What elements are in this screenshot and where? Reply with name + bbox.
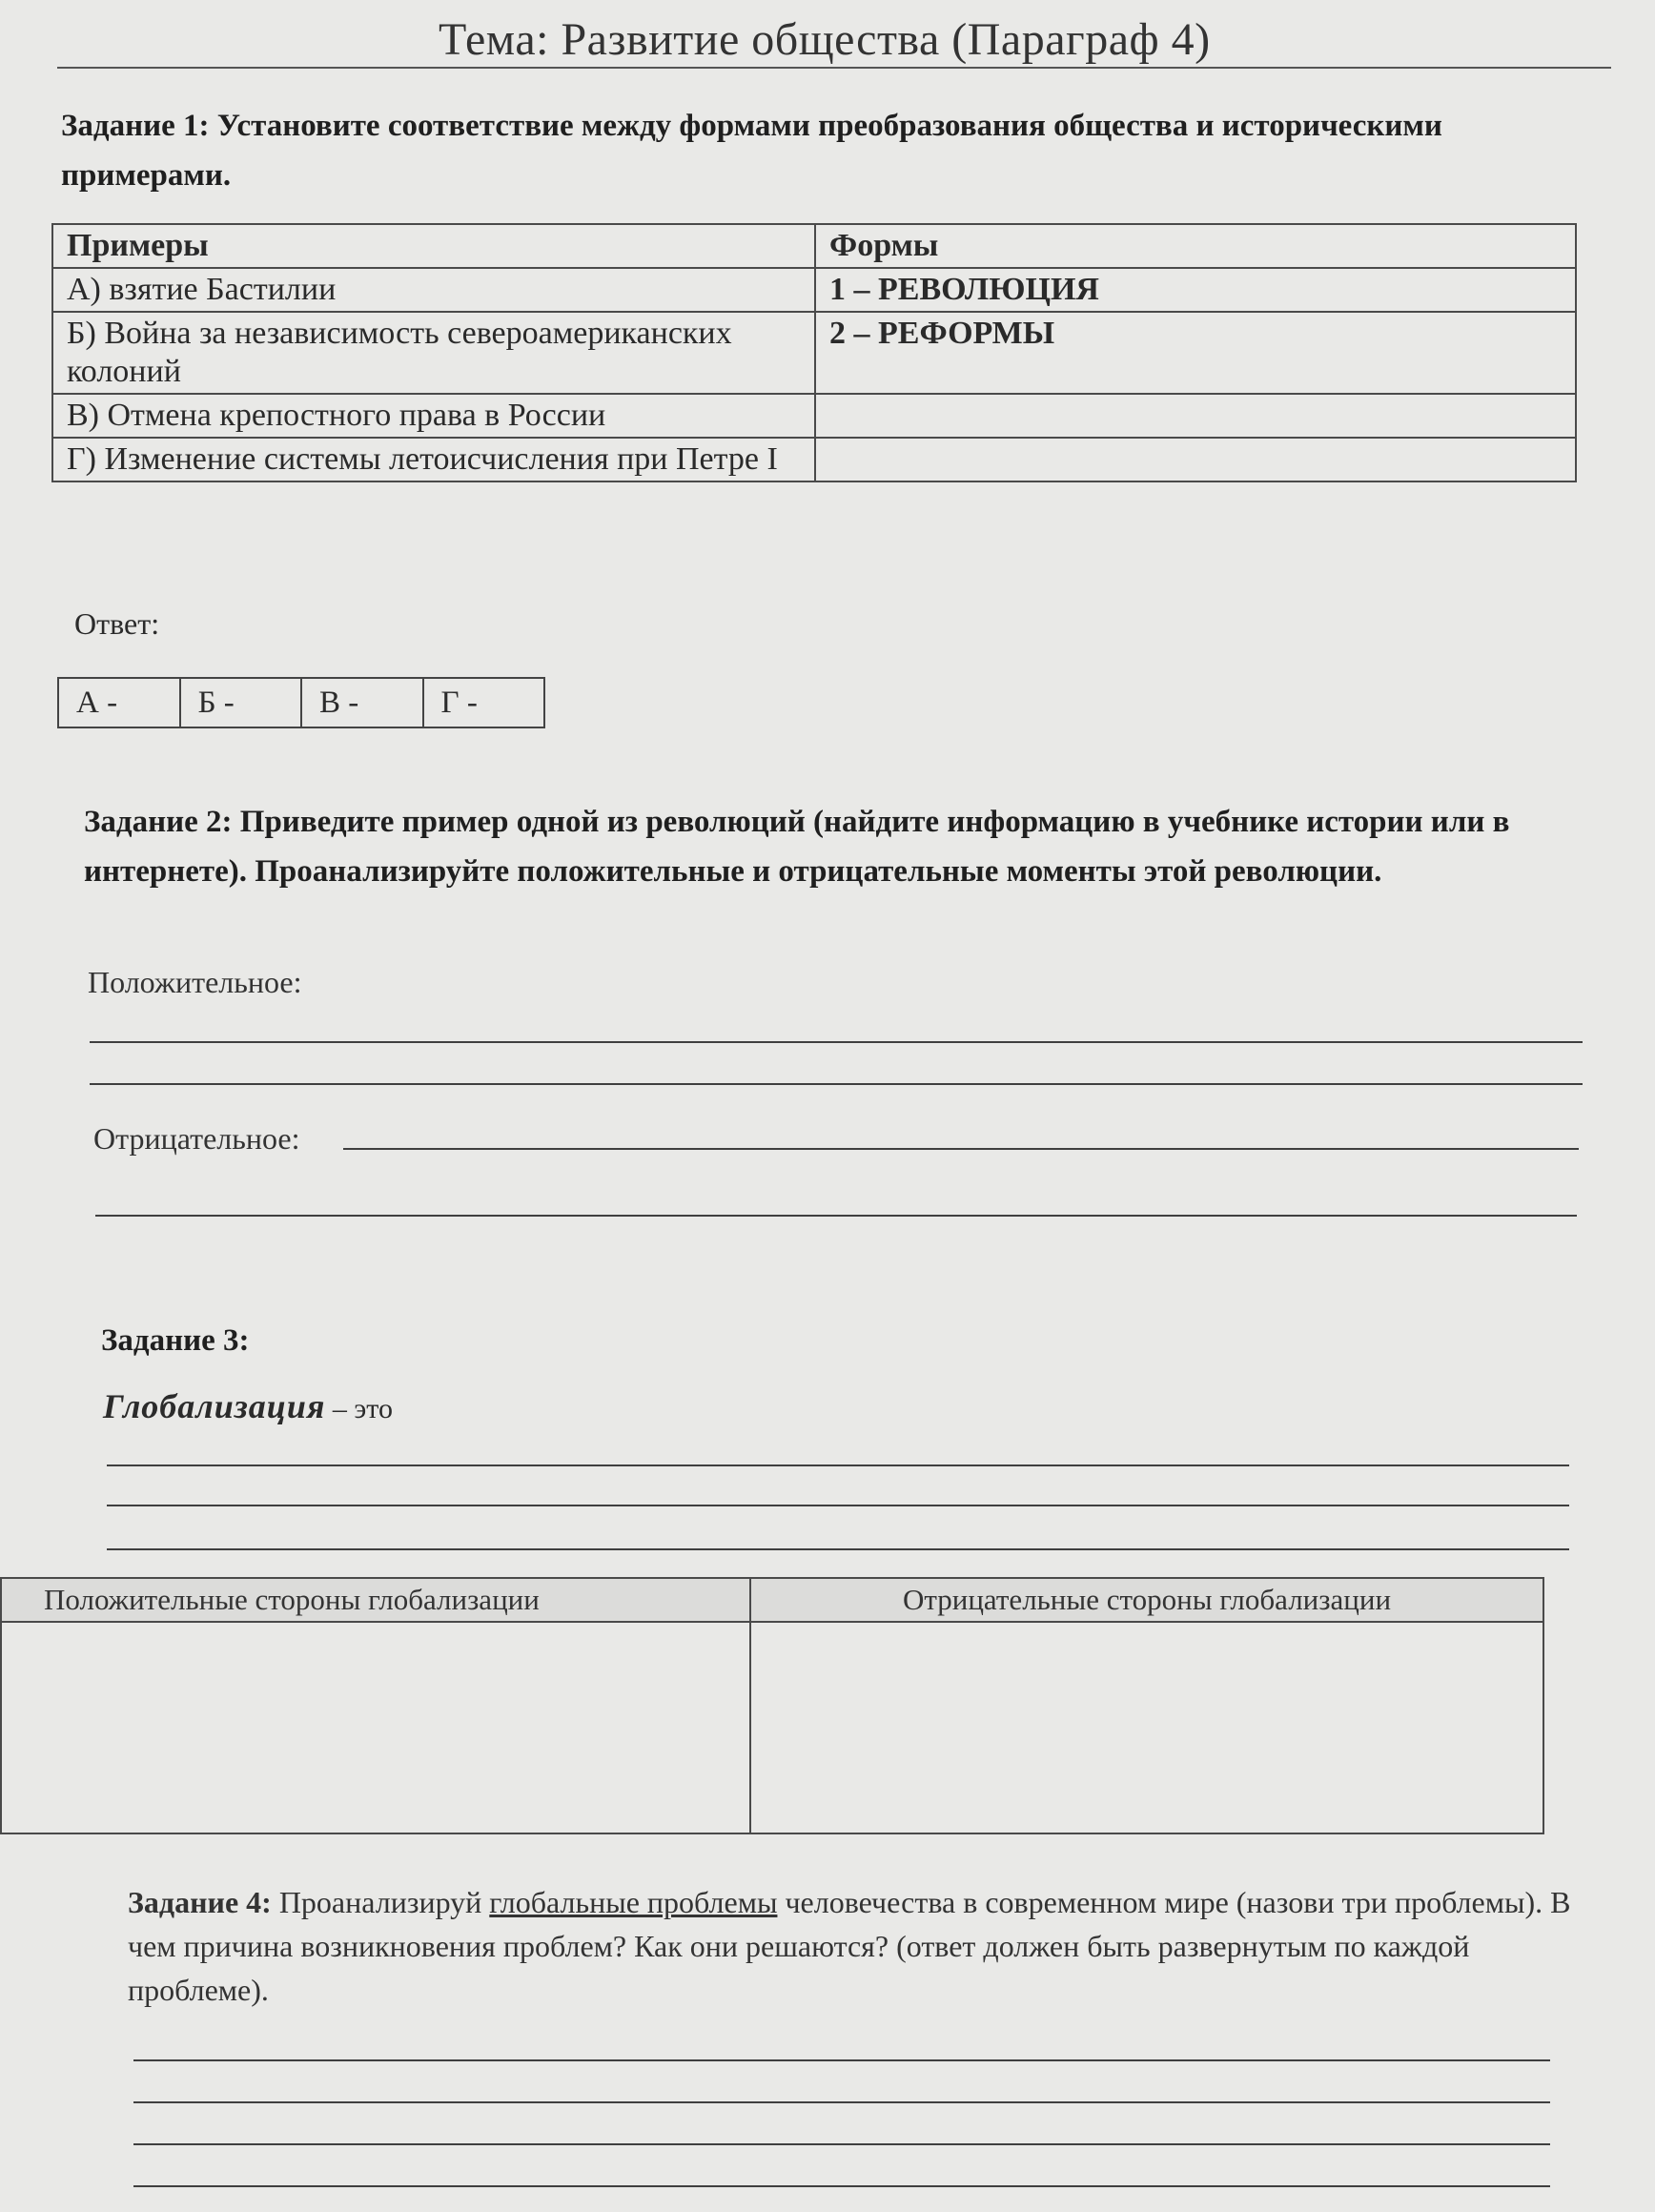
title-divider bbox=[57, 67, 1611, 69]
table-header-row bbox=[52, 224, 1576, 268]
answer-line[interactable] bbox=[107, 1505, 1569, 1506]
form-cell bbox=[815, 438, 1576, 481]
answer-line[interactable] bbox=[133, 2143, 1550, 2145]
answer-cell-v[interactable]: В - bbox=[301, 678, 423, 727]
positive-sides-cell[interactable] bbox=[1, 1622, 750, 1833]
page-title: Тема: Развитие общества (Параграф 4) bbox=[439, 14, 1211, 65]
answer-line[interactable] bbox=[107, 1464, 1569, 1466]
task1-label: Задание 1: bbox=[61, 109, 210, 143]
task4-text-after: человечества в современном мире (назови три проблемы). В чем причина возникновения проблем? Как они решаются? (ответ должен быть развернутым по каждой проблеме). bbox=[128, 1885, 1571, 2007]
example-cell: Г) Изменение системы летоисчисления при Петре I bbox=[52, 438, 815, 481]
task4-underlined: глобальные проблемы bbox=[489, 1885, 778, 1919]
positive-sides-header: Положительные стороны глобализации bbox=[1, 1578, 750, 1622]
table-row bbox=[52, 438, 1576, 481]
globalization-definition bbox=[103, 1386, 393, 1426]
task3-label: Задание 3: bbox=[101, 1323, 250, 1358]
positive-label: Положительное: bbox=[88, 965, 302, 999]
answer-line[interactable] bbox=[90, 1083, 1583, 1085]
answer-line[interactable] bbox=[343, 1148, 1579, 1150]
form-cell: 1 – РЕВОЛЮЦИЯ bbox=[815, 268, 1576, 312]
table-row bbox=[52, 312, 1576, 394]
answer-label: Ответ: bbox=[74, 606, 160, 641]
globalization-table bbox=[0, 1577, 1544, 1834]
task4-text bbox=[128, 1880, 1577, 2012]
answer-line[interactable] bbox=[90, 1041, 1583, 1043]
answer-line[interactable] bbox=[133, 2101, 1550, 2103]
globalization-suffix: – это bbox=[325, 1393, 393, 1424]
globalization-term: Глобализация bbox=[103, 1387, 326, 1425]
negative-sides-cell[interactable] bbox=[750, 1622, 1543, 1833]
answer-cell-a[interactable]: А - bbox=[58, 678, 180, 727]
answer-line[interactable] bbox=[95, 1215, 1577, 1217]
answer-cell-b[interactable]: Б - bbox=[180, 678, 301, 727]
example-cell: А) взятие Бастилии bbox=[52, 268, 815, 312]
header-examples: Примеры bbox=[52, 224, 815, 268]
form-cell bbox=[815, 394, 1576, 438]
answer-table bbox=[57, 677, 545, 728]
answer-line[interactable] bbox=[133, 2185, 1550, 2187]
table-row bbox=[52, 394, 1576, 438]
task2-label: Задание 2: bbox=[84, 805, 233, 839]
example-cell: В) Отмена крепостного права в России bbox=[52, 394, 815, 438]
form-cell: 2 – РЕФОРМЫ bbox=[815, 312, 1576, 394]
example-cell: Б) Война за независимость североамериканских колоний bbox=[52, 312, 815, 394]
task1-matching-table bbox=[51, 223, 1577, 482]
answer-cell-g[interactable]: Г - bbox=[423, 678, 544, 727]
task4-text-before: Проанализируй bbox=[278, 1885, 490, 1919]
header-forms: Формы bbox=[815, 224, 1576, 268]
task2-heading bbox=[84, 797, 1590, 896]
task2-text: Приведите пример одной из революций (найдите информацию в учебнике истории или в интернете). Проанализируйте положительные и отрицательные моменты этой революции. bbox=[84, 805, 1510, 889]
answer-line[interactable] bbox=[107, 1548, 1569, 1550]
task1-heading bbox=[61, 101, 1529, 200]
task4-label: Задание 4: bbox=[128, 1885, 272, 1919]
negative-sides-header: Отрицательные стороны глобализации bbox=[750, 1578, 1543, 1622]
answer-line[interactable] bbox=[133, 2059, 1550, 2061]
task1-text: Установите соответствие между формами преобразования общества и историческими примерами. bbox=[61, 109, 1442, 193]
table-row bbox=[52, 268, 1576, 312]
task3-heading bbox=[101, 1316, 250, 1365]
negative-label: Отрицательное: bbox=[93, 1121, 300, 1156]
